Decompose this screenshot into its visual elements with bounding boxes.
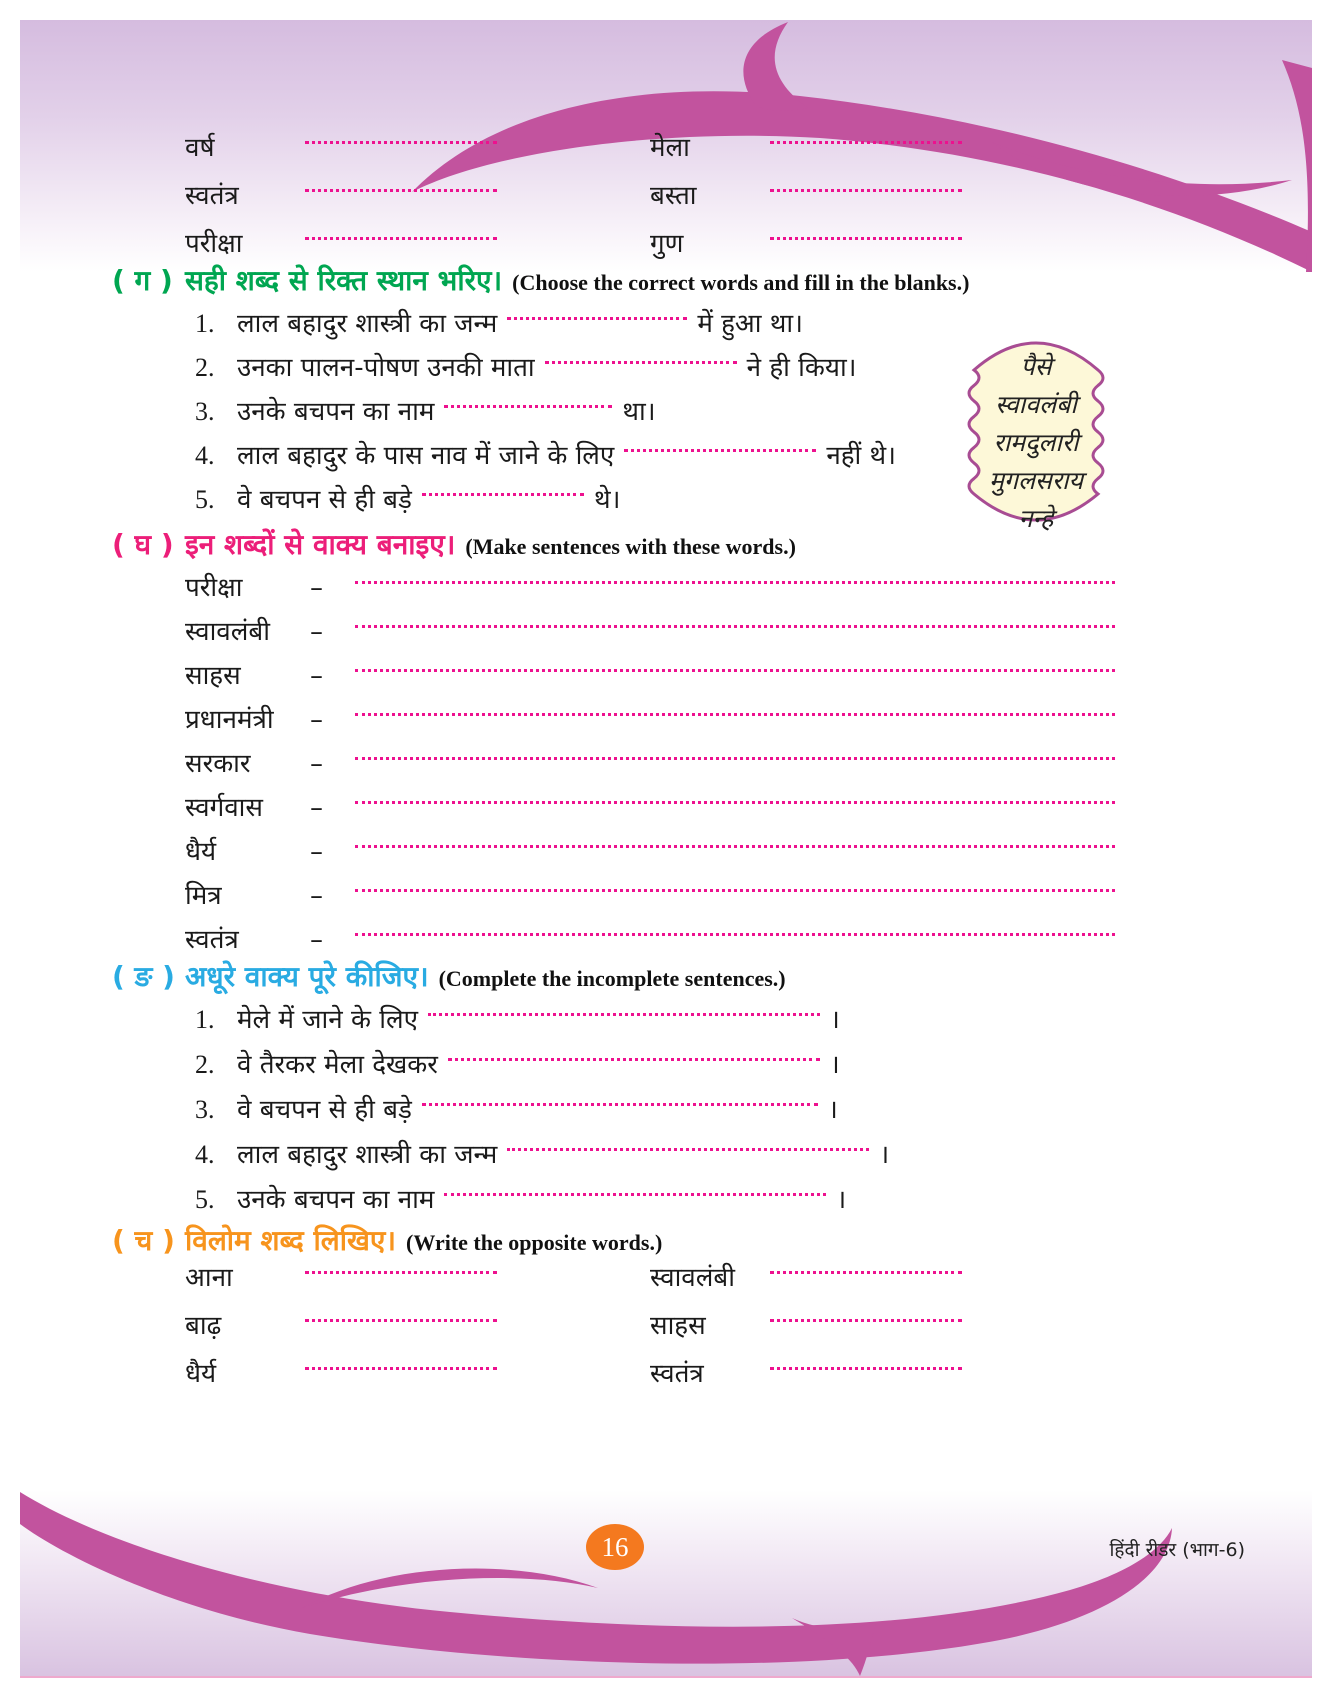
fill-sentence: [237, 394, 656, 430]
footer-book-title: हिंदी रीडर (भाग-6): [1109, 1539, 1245, 1561]
page-number-badge: [586, 1524, 644, 1570]
section-heading-hindi: सही शब्द से रिक्त स्थान भरिए।: [185, 264, 503, 297]
section-heading-english: (Make sentences with these words.): [465, 534, 796, 559]
section-heading-english: (Complete the incomplete sentences.): [438, 966, 786, 991]
dash: –: [310, 617, 323, 647]
fill-sentence: [237, 350, 857, 386]
sentence-before: उनके बचपन का नाम: [237, 1185, 435, 1215]
vocab-word: बस्ता: [650, 181, 697, 211]
section-heading-hindi: इन शब्दों से वाक्य बनाइए।: [185, 528, 456, 561]
section-marker: ( ङ ): [112, 960, 175, 993]
sentence-row: [185, 746, 1115, 782]
item-number: 3.: [195, 1095, 215, 1124]
sentence-row: [185, 702, 1115, 738]
fill-blank: [305, 141, 497, 144]
sentence-row: [185, 570, 1115, 606]
fill-sentence: [237, 306, 803, 342]
fill-blank: [422, 493, 584, 496]
sentence-row: [185, 834, 1115, 870]
fill-blank: [355, 713, 1115, 716]
opposite-words-row: [185, 1308, 962, 1344]
fill-sentence: [237, 1002, 840, 1038]
fill-blank: [507, 1148, 869, 1151]
fill-blank: [545, 361, 737, 364]
item-number: 4.: [195, 1140, 215, 1169]
hindi-word: स्वावलंबी: [185, 617, 270, 647]
bubble-word: नन्हे: [1018, 504, 1054, 533]
fill-blank: [770, 1271, 962, 1274]
sentence-after: ।: [829, 1005, 840, 1035]
sentence-after: ।: [827, 1095, 838, 1125]
sentence-before: वे बचपन से ही बड़े: [237, 485, 412, 515]
dash: –: [310, 573, 323, 603]
section-heading-english: (Write the opposite words.): [406, 1230, 663, 1255]
vocab-word: गुण: [650, 229, 684, 259]
bubble-word: स्वावलंबी: [995, 390, 1077, 419]
fill-blank: [770, 189, 962, 192]
section-marker: ( ग ): [112, 264, 173, 297]
dash: –: [310, 925, 323, 955]
fill-sentence: [237, 482, 620, 518]
hindi-word: सरकार: [185, 749, 251, 779]
sentence-row: [185, 878, 1115, 914]
word-bubble: [950, 324, 1122, 540]
bottom-decoration-band: [20, 1490, 1312, 1678]
dash: –: [310, 793, 323, 823]
bottom-swoosh-decoration: [20, 1490, 1312, 1676]
item-number: 2.: [195, 353, 215, 382]
sentence-before: उनके बचपन का नाम: [237, 397, 435, 427]
hindi-word: स्वतंत्र: [650, 1359, 704, 1389]
sentence-after: में हुआ था।: [697, 309, 803, 339]
hindi-word: स्वर्गवास: [185, 793, 263, 823]
vocab-word: स्वतंत्र: [185, 181, 239, 211]
section-heading: [185, 958, 786, 996]
sentence-before: वे बचपन से ही बड़े: [237, 1095, 412, 1125]
fill-blank: [305, 1367, 497, 1370]
sentence-after: ।: [836, 1185, 847, 1215]
item-number: 3.: [195, 397, 215, 426]
section-heading-hindi: विलोम शब्द लिखिए।: [185, 1224, 397, 1257]
bubble-word: रामदुलारी: [993, 428, 1079, 457]
sentence-after: थे।: [593, 485, 621, 515]
fill-blank: [770, 237, 962, 240]
dash: –: [310, 749, 323, 779]
hindi-word: मित्र: [185, 881, 222, 911]
item-number: 1.: [195, 309, 215, 338]
sentence-before: उनका पालन-पोषण उनकी माता: [237, 353, 535, 383]
fill-blank: [305, 1271, 497, 1274]
item-number: 2.: [195, 1050, 215, 1079]
item-number: 5.: [195, 1185, 215, 1214]
sentence-after: ।: [879, 1140, 890, 1170]
hindi-word: साहस: [650, 1311, 706, 1341]
fill-blank: [305, 1319, 497, 1322]
hindi-word: बाढ़: [185, 1311, 222, 1341]
hindi-word: परीक्षा: [185, 573, 243, 603]
page-number: 16: [601, 1531, 629, 1562]
section-heading: [185, 262, 969, 300]
section-heading-hindi: अधूरे वाक्य पूरे कीजिए।: [185, 960, 429, 993]
fill-blank: [770, 1367, 962, 1370]
section-heading: [185, 526, 796, 564]
dash: –: [310, 705, 323, 735]
dash: –: [310, 881, 323, 911]
bubble-word: मुगलसराय: [988, 466, 1084, 495]
sentence-before: लाल बहादुर के पास नाव में जाने के लिए: [237, 441, 615, 471]
fill-sentence: [237, 1047, 840, 1083]
item-number: 1.: [195, 1005, 215, 1034]
dash: –: [310, 837, 323, 867]
fill-blank: [355, 889, 1115, 892]
section-heading-english: (Choose the correct words and fill in the blanks.): [512, 270, 970, 295]
hindi-word: धैर्य: [185, 837, 217, 867]
sentence-after: नहीं थे।: [826, 441, 897, 471]
vocab-row: [185, 226, 962, 262]
sentence-row: [185, 790, 1115, 826]
fill-sentence: [237, 438, 896, 474]
fill-blank: [355, 757, 1115, 760]
hindi-word: साहस: [185, 661, 241, 691]
fill-sentence: [237, 1137, 889, 1173]
vocab-word: मेला: [650, 133, 690, 163]
section-marker: ( घ ): [112, 528, 174, 561]
bubble-word: पैसे: [1020, 352, 1052, 381]
sentence-before: वे तैरकर मेला देखकर: [237, 1050, 438, 1080]
dash: –: [310, 661, 323, 691]
word-bubble-words: [950, 348, 1122, 538]
sentence-row: [185, 614, 1115, 650]
section-heading: [185, 1222, 662, 1260]
sentence-before: लाल बहादुर शास्त्री का जन्म: [237, 1140, 498, 1170]
fill-blank: [448, 1058, 820, 1061]
hindi-word: आना: [185, 1263, 233, 1293]
fill-sentence: [237, 1182, 846, 1218]
item-number: 5.: [195, 485, 215, 514]
sentence-before: मेले में जाने के लिए: [237, 1005, 418, 1035]
hindi-word: स्वावलंबी: [650, 1263, 735, 1293]
fill-blank: [355, 801, 1115, 804]
hindi-word: धैर्य: [185, 1359, 217, 1389]
fill-blank: [770, 1319, 962, 1322]
fill-blank: [507, 317, 687, 320]
sentence-before: लाल बहादुर शास्त्री का जन्म: [237, 309, 498, 339]
sentence-row: [185, 658, 1115, 694]
vocab-row: [185, 130, 962, 166]
sentence-after: ने ही किया।: [746, 353, 857, 383]
fill-blank: [355, 581, 1115, 584]
fill-blank: [624, 449, 816, 452]
fill-blank: [355, 845, 1115, 848]
fill-blank: [355, 669, 1115, 672]
vocab-word: वर्ष: [185, 133, 215, 163]
vocab-row: [185, 178, 962, 214]
fill-sentence: [237, 1092, 838, 1128]
sentence-after: ।: [829, 1050, 840, 1080]
fill-blank: [355, 625, 1115, 628]
sentence-row: [185, 922, 1115, 958]
hindi-word: स्वतंत्र: [185, 925, 239, 955]
fill-blank: [770, 141, 962, 144]
opposite-words-row: [185, 1260, 962, 1296]
section-marker: ( च ): [112, 1224, 175, 1257]
item-number: 4.: [195, 441, 215, 470]
fill-blank: [444, 1193, 826, 1196]
vocab-word: परीक्षा: [185, 229, 243, 259]
sentence-after: था।: [622, 397, 656, 427]
fill-blank: [305, 189, 497, 192]
fill-blank: [422, 1103, 818, 1106]
fill-blank: [444, 405, 612, 408]
hindi-word: प्रधानमंत्री: [185, 705, 274, 735]
fill-blank: [428, 1013, 820, 1016]
fill-blank: [355, 933, 1115, 936]
fill-blank: [305, 237, 497, 240]
opposite-words-row: [185, 1356, 962, 1392]
